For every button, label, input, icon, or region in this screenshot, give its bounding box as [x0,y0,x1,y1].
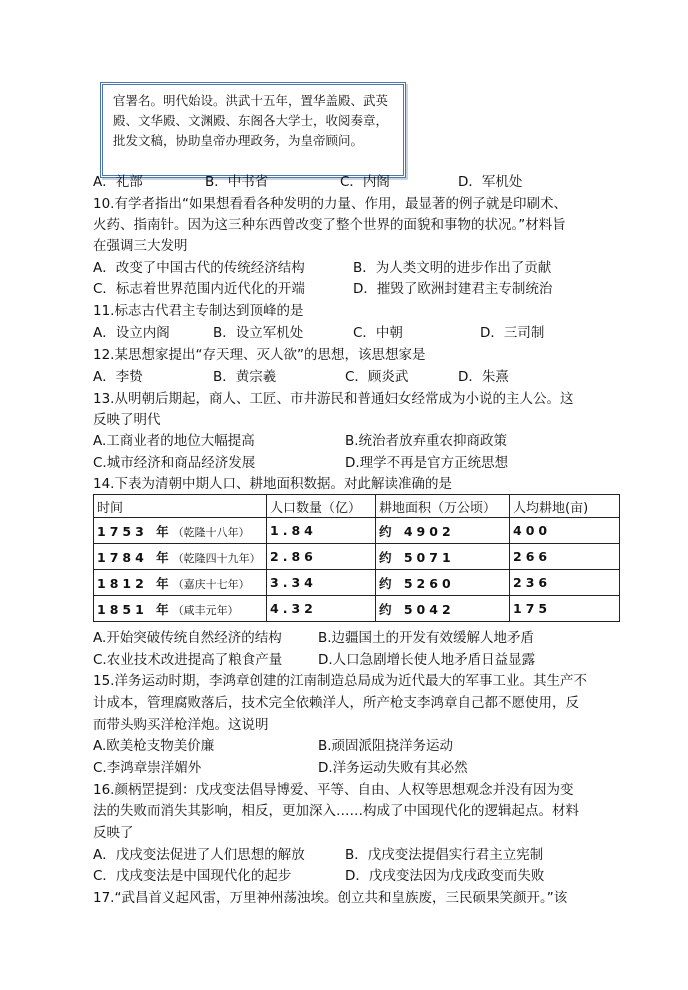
cell-time: 1753 年（乾隆十八年） [94,518,267,544]
q13-option-c: C.城市经济和商品经济发展 [93,455,256,471]
q9-option-a: A．礼部 [93,174,143,190]
q13-option-b: B.统治者放弃重农抑商政策 [345,433,508,449]
q14-stem: 14.下表为清朝中期人口、耕地面积数据。对此解读准确的是 [93,476,452,492]
cell-farmland: 约 4902 [376,518,510,544]
q14-option-d: D.人口急剧增长使人地矛盾日益显露 [318,652,536,668]
cell-farmland: 约 5042 [376,596,510,622]
cell-farmland: 约 5071 [376,544,510,570]
table-row [94,518,620,544]
cell-population: 2.86 [267,544,376,570]
q12-option-b: B．黄宗羲 [213,369,277,385]
cell-population: 3.34 [267,570,376,596]
q9-option-c: C．内阁 [340,174,390,190]
cell-population: 1.84 [267,518,376,544]
cell-per-capita: 400 [510,518,620,544]
q11-option-a: A．设立内阁 [93,325,170,341]
q10-stem-line-2: 火药、指南针。因为这三种东西曾改变了整个世界的面貌和事物的状况。”材料旨 [93,217,566,233]
q17-stem-line-1: 17.“武昌首义起风雷，万里神州荡浊埃。创立共和皇族废，三民硕果笑颜开。”该 [93,890,568,906]
q14-option-a: A.开始突破传统自然经济的结构 [93,630,282,646]
q10-option-a: A．改变了中国古代的传统经济结构 [93,260,305,276]
q11-option-c: C．中朝 [353,325,403,341]
q16-stem-line-1: 16.颜柄罡提到：戊戌变法倡导博爱、平等、自由、人权等思想观念并没有因为变 [93,782,574,798]
q15-option-a: A.欧美枪支物美价廉 [93,738,215,754]
q10-stem-line-1: 10.有学者指出“如果想看看各种发明的力量、作用，最显著的例子就是印刷术、 [93,196,567,212]
cell-per-capita: 236 [510,570,620,596]
q9-option-b: B．中书省 [205,174,269,190]
q16-option-b: B．戊戌变法提倡实行君主立宪制 [345,847,544,863]
header-farmland: 耕地面积（万公顷） [376,495,510,518]
q10-option-c: C．标志着世界范围内近代化的开端 [93,281,305,297]
q10-option-d: D．摧毁了欧洲封建君主专制统治 [353,281,553,297]
q12-option-c: C．顾炎武 [345,369,409,385]
q13-option-a: A.工商业者的地位大幅提高 [93,433,255,449]
q15-option-b: B.顽固派阻挠洋务运动 [318,738,454,754]
cell-per-capita: 175 [510,596,620,622]
q11-option-d: D．三司制 [480,325,545,341]
population-table [93,494,620,622]
cell-population: 4.32 [267,596,376,622]
q16-option-a: A．戊戌变法促进了人们思想的解放 [93,847,305,863]
q11-option-b: B．设立军机处 [213,325,304,341]
q12-option-d: D．朱熹 [458,369,509,385]
q13-stem-line-1: 13.从明朝后期起，商人、工匠、市井游民和普通妇女经常成为小说的主人公。这 [93,391,574,407]
q15-option-c: C.李鸿章崇洋媚外 [93,760,202,776]
material-box-text: 官署名。明代始设。洪武十五年，置华盖殿、武英殿、文华殿、文渊殿、东阁各大学士，收阅奏章，批发文稿，协助皇帝办理政务，为皇帝顾问。 [113,93,389,148]
q14-option-c: C.农业技术改进提高了粮食产量 [93,652,283,668]
q16-option-c: C．戊戌变法是中国现代化的起步 [93,868,292,884]
q15-stem-line-1: 15.洋务运动时期，李鸿章创建的江南制造总局成为近代最大的军事工业。其生产不 [93,673,587,689]
q15-option-d: D.洋务运动失败有其必然 [318,760,468,776]
q13-option-d: D.理学不再是官方正统思想 [345,455,509,471]
table-row [94,544,620,570]
q12-stem: 12.某思想家提出“存天理、灭人欲”的思想，该思想家是 [93,347,426,363]
q10-option-b: B．为人类文明的进步作出了贡献 [353,260,552,276]
q11-stem: 11.标志古代君主专制达到顶峰的是 [93,303,304,319]
table-row [94,570,620,596]
q12-option-a: A．李贽 [93,369,143,385]
q16-option-d: D．戊戌变法因为戊戌政变而失败 [345,868,545,884]
cell-farmland: 约 5260 [376,570,510,596]
q9-option-d: D．军机处 [458,174,523,190]
q16-stem-line-2: 法的失败而消失其影响，相反，更加深入……构成了中国现代化的逻辑起点。材料 [93,803,579,819]
table-row [94,596,620,622]
cell-time: 1851 年（咸丰元年） [94,596,267,622]
cell-time: 1784 年（乾隆四十九年） [94,544,267,570]
q16-stem-line-3: 反映了 [93,825,134,841]
q15-stem-line-2: 计成本，管理腐败落后，技术完全依赖洋人，所产枪支李鸿章自己都不愿使用，反 [93,695,579,711]
header-time: 时间 [94,495,267,518]
material-box [100,82,406,178]
q15-stem-line-3: 而带头购买洋枪洋炮。这说明 [93,717,269,733]
q10-stem-line-3: 在强调三大发明 [93,238,188,254]
cell-per-capita: 266 [510,544,620,570]
table-header-row [94,495,620,518]
header-per-capita: 人均耕地(亩) [510,495,620,518]
cell-time: 1812 年（嘉庆十七年） [94,570,267,596]
header-population: 人口数量（亿） [267,495,376,518]
q13-stem-line-2: 反映了明代 [93,412,161,428]
q14-option-b: B.边疆国土的开发有效缓解人地矛盾 [318,630,535,646]
